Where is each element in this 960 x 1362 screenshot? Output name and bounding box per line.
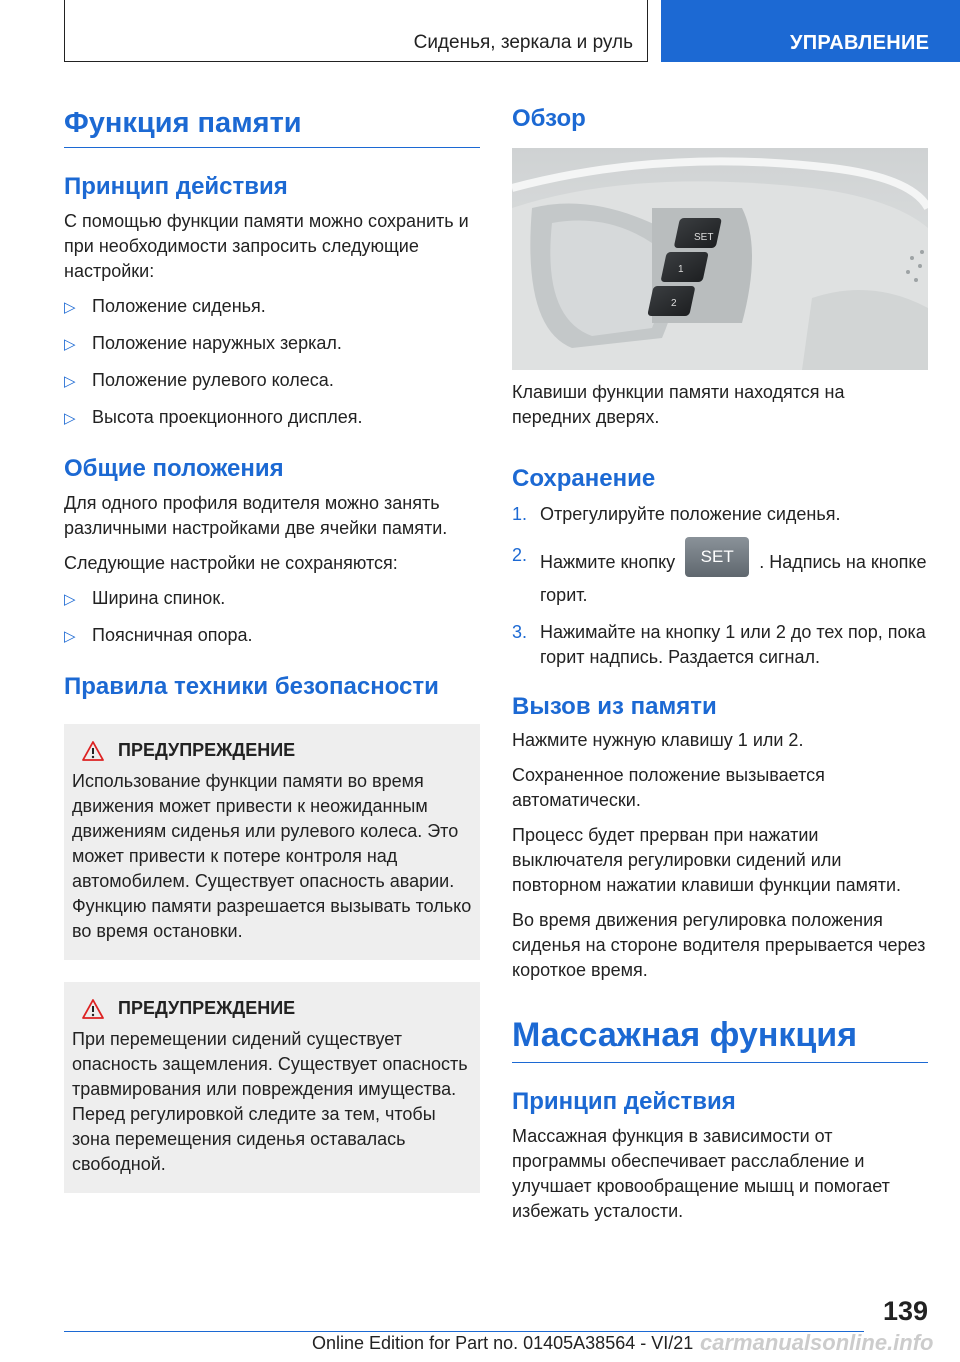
warning-triangle-icon	[82, 999, 104, 1019]
header-chapter-tab	[661, 0, 960, 62]
general-text-1: Для одного профиля водителя можно занять различными настройками две ячейки памяти.	[64, 493, 448, 538]
general-text-2: Следующие настройки не сохраняются:	[64, 553, 398, 573]
list-item: 3. Нажимайте на кнопку 1 или 2 до тех пор, пока горит надпись. Раздается сигнал.	[512, 622, 926, 667]
title-rule	[512, 1062, 928, 1063]
warning-box	[64, 724, 480, 960]
list-item: 2. Нажмите кнопку SET . Надпись на кнопке горит.	[512, 543, 928, 608]
recall-text-3: Процесс будет прерван при нажатии выключателя регулировки сидений или повторном нажатии клавиши функции памяти.	[512, 825, 902, 895]
list-item: ▷ Положение наружных зеркал.	[64, 331, 480, 356]
warning-text: При перемещении сидений существует опасность защемления. Существует опасность травмирования или повреждения имущества. Перед регулировкой следите за тем, чтобы зона перемещения сиденья оставалась свободной.	[72, 1029, 468, 1174]
heading-general: Общие положения	[64, 455, 284, 482]
warning-triangle-icon	[82, 741, 104, 761]
right-column	[512, 104, 928, 1224]
list-item: ▷ Положение рулевого колеса.	[64, 368, 480, 393]
recall-text-2: Сохраненное положение вызывается автоматически.	[512, 765, 825, 810]
warning-box	[64, 982, 480, 1193]
heading-principle: Принцип действия	[64, 173, 288, 200]
photo-label-2: 2	[671, 298, 677, 309]
recall-text-1: Нажмите нужную клавишу 1 или 2.	[512, 730, 804, 750]
section-title-memory: Функция памяти	[64, 107, 302, 139]
left-column	[64, 104, 480, 1193]
list-item: ▷ Ширина спинок.	[64, 586, 480, 611]
warning-text: Использование функции памяти во время движения может привести к неожиданным движениям сиденья или рулевого колеса. Это может привести к потере контроля над автомобилем. Существует опасность аварии. Функцию памяти разрешается вызывать только во время остановки.	[72, 771, 472, 941]
recall-text-4: Во время движения регулировка положения сиденья на стороне водителя прерывается через короткое время.	[512, 910, 926, 980]
key-1-photo	[660, 252, 708, 282]
page-number: 139	[882, 1296, 928, 1326]
list-item: ▷ Высота проекционного дисплея.	[64, 405, 480, 430]
header-section-title: Сиденья, зеркала и руль	[413, 32, 633, 53]
overview-caption: Клавиши функции памяти находятся на передних дверях.	[512, 382, 845, 427]
memory-buttons-photo	[512, 148, 928, 370]
list-item: ▷ Положение сиденья.	[64, 294, 480, 319]
set-key-icon: SET	[685, 537, 749, 577]
header-chapter-title: УПРАВЛЕНИЕ	[790, 32, 930, 54]
massage-text: Массажная функция в зависимости от программы обеспечивает расслабление и улучшает кровообращение мышц и помогает избежать усталости.	[512, 1126, 890, 1221]
section-title-massage: Массажная функция	[512, 1016, 858, 1054]
photo-label-1: 1	[678, 264, 684, 275]
heading-recall: Вызов из памяти	[512, 693, 717, 720]
warning-title: ПРЕДУПРЕЖДЕНИЕ	[72, 998, 472, 1019]
header-section-box	[64, 0, 648, 62]
heading-overview: Обзор	[512, 105, 586, 132]
bullet-triangle-icon: ▷	[64, 299, 76, 316]
save-steps	[512, 502, 928, 670]
list-item: ▷ Поясничная опора.	[64, 623, 480, 648]
bullet-triangle-icon: ▷	[64, 591, 76, 608]
principle-text: С помощью функции памяти можно сохранить и при необходимости запросить следующие настройки:	[64, 211, 469, 281]
not-saved-list	[64, 586, 480, 648]
heading-safety: Правила техники безопасности	[64, 673, 439, 700]
title-rule	[64, 147, 480, 148]
memory-settings-list	[64, 294, 480, 430]
bullet-triangle-icon: ▷	[64, 373, 76, 390]
photo-label-set: SET	[694, 232, 714, 243]
bullet-triangle-icon: ▷	[64, 336, 76, 353]
bullet-triangle-icon: ▷	[64, 628, 76, 645]
heading-save: Сохранение	[512, 465, 656, 492]
watermark: carmanualsonline.info	[700, 1330, 934, 1355]
list-item: 1. Отрегулируйте положение сиденья.	[512, 504, 841, 524]
edition-text: Online Edition for Part no. 01405A38564 - VI/21	[312, 1333, 694, 1353]
bullet-triangle-icon: ▷	[64, 410, 76, 427]
warning-title: ПРЕДУПРЕЖДЕНИЕ	[72, 740, 472, 761]
heading-massage-principle: Принцип действия	[512, 1088, 736, 1115]
